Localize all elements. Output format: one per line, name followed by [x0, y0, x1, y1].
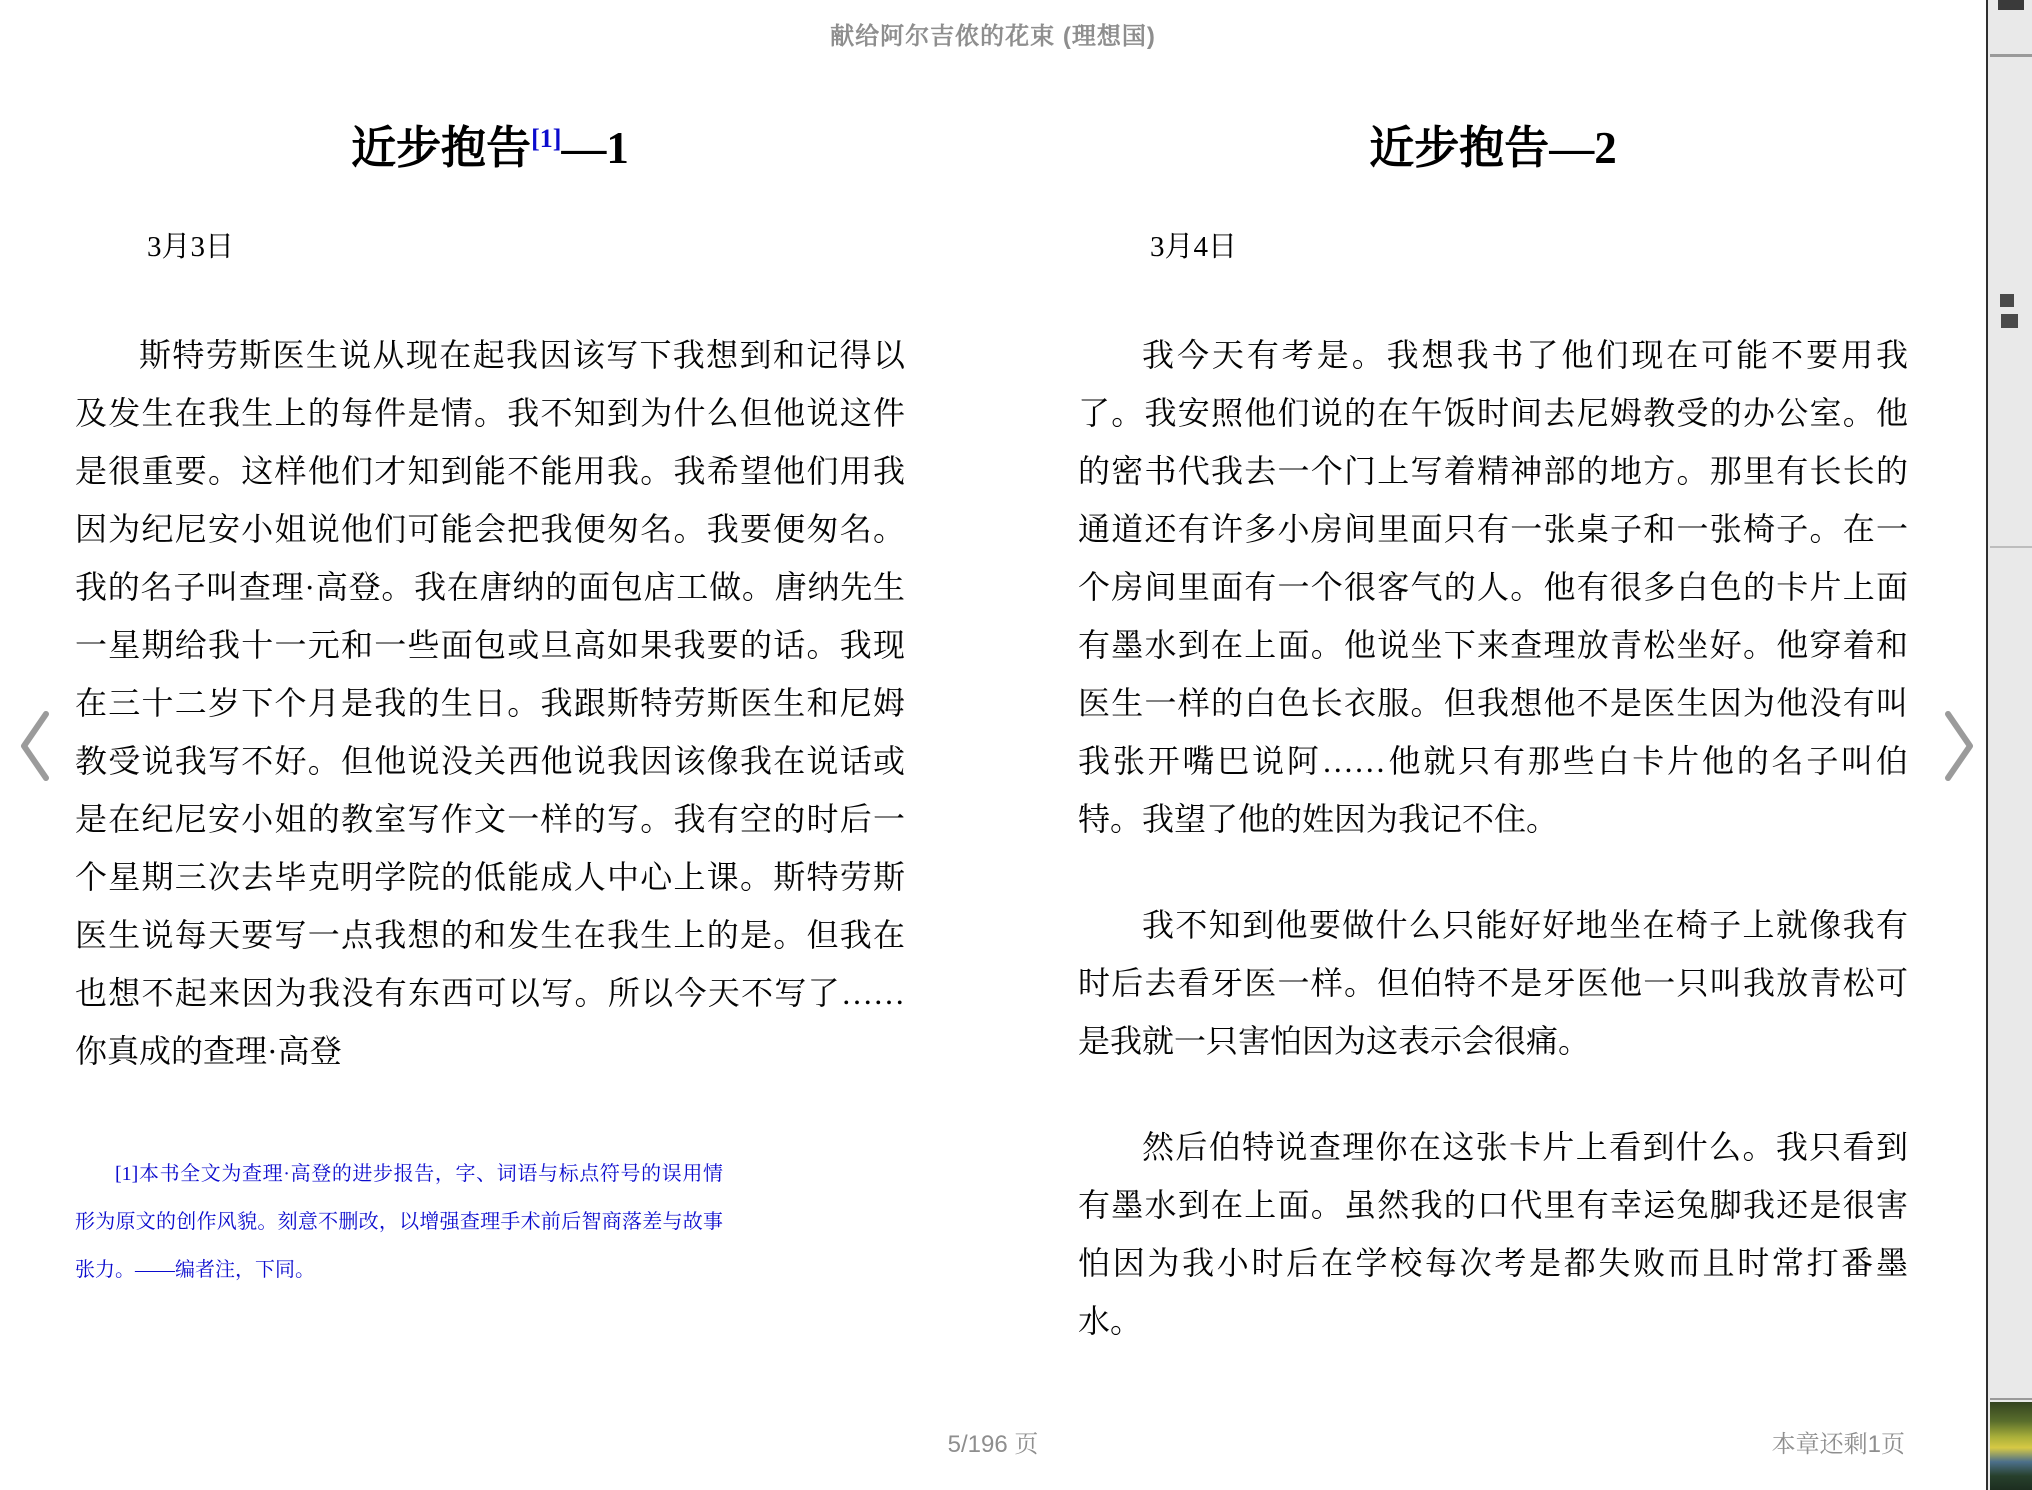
background-window-fragment	[2000, 294, 2014, 307]
next-page-button[interactable]	[1938, 706, 1982, 786]
entry-date-left: 3月3日	[147, 231, 235, 263]
chapter-title-right: 近步抱告—2	[1369, 123, 1617, 173]
chapter-title-left-number: —1	[561, 123, 629, 173]
background-window-fragment	[1998, 0, 2024, 10]
footnote-ref-link[interactable]: [1]	[531, 124, 562, 153]
paragraph: 我今天有考是。我想我书了他们现在可能不要用我了。我安照他们说的在午饭时间去尼姆教受的办公室。他的密书代我去一个门上写着精神部的地方。那里有长长的通道还有许多小房间里面只有一张桌子和一张椅子。在一个房间里面有一个很客气的人。他有很多白色的卡片上面有墨水到在上面。他说坐下来查理放青松坐好。他穿着和医生一样的白色长衣服。但我想他不是医生因为他没有叫我张开嘴巴说阿……他就只有那些白卡片他的名子叫伯特。我望了他的姓因为我记不住。	[1078, 337, 1908, 837]
chapter-title-left-text: 近步抱告	[351, 123, 532, 173]
page-indicator: 5/196 页	[947, 1431, 1039, 1458]
background-window-fragment	[1990, 546, 2032, 548]
paragraph: 斯特劳斯医生说从现在起我因该写下我想到和记得以及发生在我生上的每件是情。我不知到为什么但他说这件是很重要。这样他们才知到能不能用我。我希望他们用我因为纪尼安小姐说他们可能会把我便匆名。我要便匆名。我的名子叫查理·高登。我在唐纳的面包店工做。唐纳先生一星期给我十一元和一些面包或旦高如果我要的话。我现在三十二岁下个月是我的生日。我跟斯特劳斯医生和尼姆教受说我写不好。但他说没关西他说我因该像我在说话或是在纪尼安小姐的教室写作文一样的写。我有空的时后一个星期三次去毕克明学院的低能成人中心上课。斯特劳斯医生说每天要写一点我想的和发生在我生上的是。但我在也想不起来因为我没有东西可以写。所以今天不写了……你真成的查理·高登	[75, 337, 905, 1069]
chapter-remaining-label: 本章还剩1页	[1771, 1431, 1905, 1458]
background-window-edge	[1986, 0, 2032, 1490]
left-page	[75, 0, 905, 1294]
right-page	[1078, 0, 1908, 1350]
paragraph: 然后伯特说查理你在这张卡片上看到什么。我只看到有墨水到在上面。虽然我的口代里有幸运兔脚我还是很害怕因为我小时后在学校每次考是都失败而且时常打番墨水。	[1078, 1129, 1908, 1339]
right-page-body	[1078, 326, 1908, 1350]
book-title: 献给阿尔吉侬的花束 (理想国)	[830, 23, 1156, 50]
chevron-right-icon	[1938, 706, 1982, 786]
paragraph: 我不知到他要做什么只能好好地坐在椅子上就像我有时后去看牙医一样。但伯特不是牙医他一只叫我放青松可是我就一只害怕因为这表示会很痛。	[1078, 907, 1908, 1059]
entry-date-right: 3月4日	[1150, 231, 1238, 263]
background-window-fragment	[1990, 1398, 2032, 1400]
footnote-text: [1]本书全文为查理·高登的进步报告，字、词语与标点符号的误用情形为原文的创作风貌。刻意不删改，以增强查理手术前后智商落差与故事张力。——编者注，下同。	[75, 1163, 723, 1281]
previous-page-button[interactable]	[12, 706, 56, 786]
chevron-left-icon	[12, 706, 56, 786]
background-window-fragment	[2001, 314, 2018, 328]
background-window-fragment	[1990, 54, 2032, 57]
chapter-title-left	[75, 118, 905, 178]
background-wallpaper-fragment	[1990, 1402, 2032, 1490]
left-page-body	[75, 326, 905, 1080]
